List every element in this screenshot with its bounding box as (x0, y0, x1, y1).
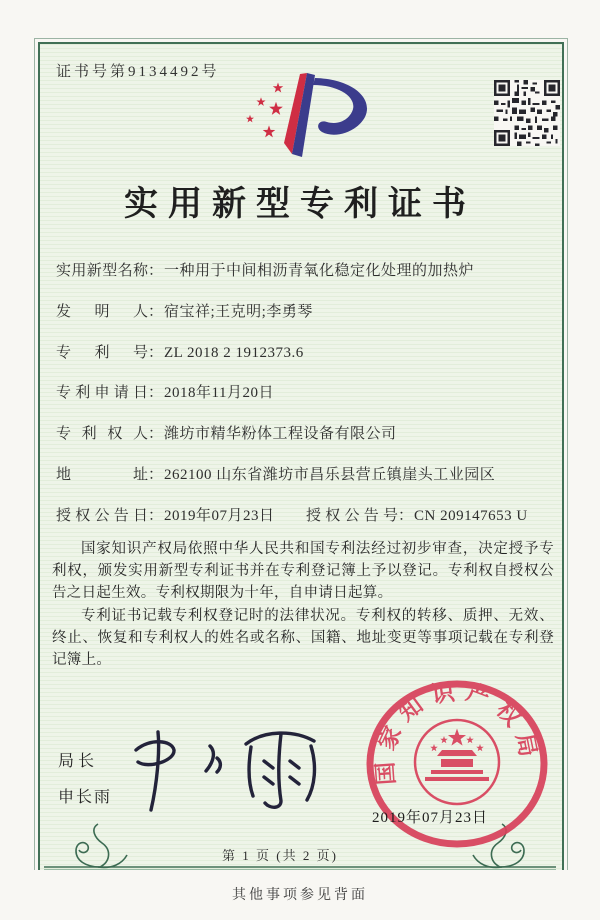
grant-date-value: 2019年07月23日 (164, 507, 275, 524)
field-row-patentee (56, 422, 556, 463)
certificate-fields (56, 259, 556, 545)
field-row-invention-name (56, 259, 556, 300)
grant-number-value: CN 209147653 U (414, 507, 528, 524)
field-label: 专利权人 (56, 426, 148, 443)
logo-stars-icon (246, 83, 283, 138)
field-colon: ： (148, 303, 164, 320)
field-label: 授权公告日 (56, 507, 148, 524)
field-colon: ： (148, 263, 164, 279)
field-colon: ： (398, 507, 414, 524)
field-colon: ： (148, 426, 164, 443)
field-row-patent-number (56, 341, 556, 382)
back-note: 其他事项参见背面 (232, 888, 368, 903)
field-row-filing-date (56, 381, 556, 422)
logo-pen-icon (284, 73, 367, 157)
field-colon: ： (148, 507, 164, 524)
field-label: 发明人 (56, 303, 148, 320)
legal-paragraph: 国家知识产权局依照中华人民共和国专利法经过初步审查，决定授予专利权，颁发实用新型专利证书并在专利登记簿上予以登记。专利权自授权公告之日起生效。专利权期限为十年，自申请日起算。 (52, 541, 554, 602)
director-title: 局长 (58, 753, 99, 770)
field-label: 授权公告号 (306, 507, 398, 524)
field-value: 262100 山东省潍坊市昌乐县营丘镇崖头工业园区 (164, 466, 496, 483)
qr-code (494, 80, 560, 146)
field-value: 2018年11月20日 (164, 385, 274, 402)
field-row-address (56, 463, 556, 504)
certificate-number: 证书号第9134492号 (56, 64, 220, 80)
field-colon: ： (148, 466, 164, 483)
field-value: ZL 2018 2 1912373.6 (164, 344, 304, 361)
field-label: 地址 (56, 466, 148, 483)
grant-number-pair (306, 504, 528, 525)
seal-text: 国家知识产权局 (372, 678, 543, 786)
field-value: 潍坊市精华粉体工程设备有限公司 (164, 426, 397, 443)
director-name: 申长雨 (58, 789, 113, 806)
field-label: 专利号 (56, 344, 148, 361)
field-label: 专利申请日 (56, 385, 148, 402)
seal-date: 2019年07月23日 (372, 810, 489, 826)
director-signature-icon (118, 720, 333, 820)
field-colon: ： (148, 385, 164, 402)
field-row-inventors (56, 300, 556, 341)
national-emblem-icon (415, 720, 499, 804)
cnipa-logo (236, 70, 406, 165)
field-value: 一种用于中间相沥青氧化稳定化处理的加热炉 (164, 263, 475, 279)
field-label: 实用新型名称 (56, 263, 148, 279)
certificate-title: 实用新型专利证书 (124, 186, 476, 223)
field-colon: ： (148, 344, 164, 361)
field-value: 宿宝祥;王克明;李勇琴 (164, 303, 313, 320)
legal-paragraph: 专利证书记载专利权登记时的法律状况。专利权的转移、质押、无效、终止、恢复和专利权人的姓名或名称、国籍、地址变更等事项记载在专利登记簿上。 (52, 607, 554, 668)
legal-text (52, 538, 554, 671)
grant-date-pair (56, 504, 306, 525)
page-number: 第 1 页 (共 2 页) (222, 848, 338, 863)
